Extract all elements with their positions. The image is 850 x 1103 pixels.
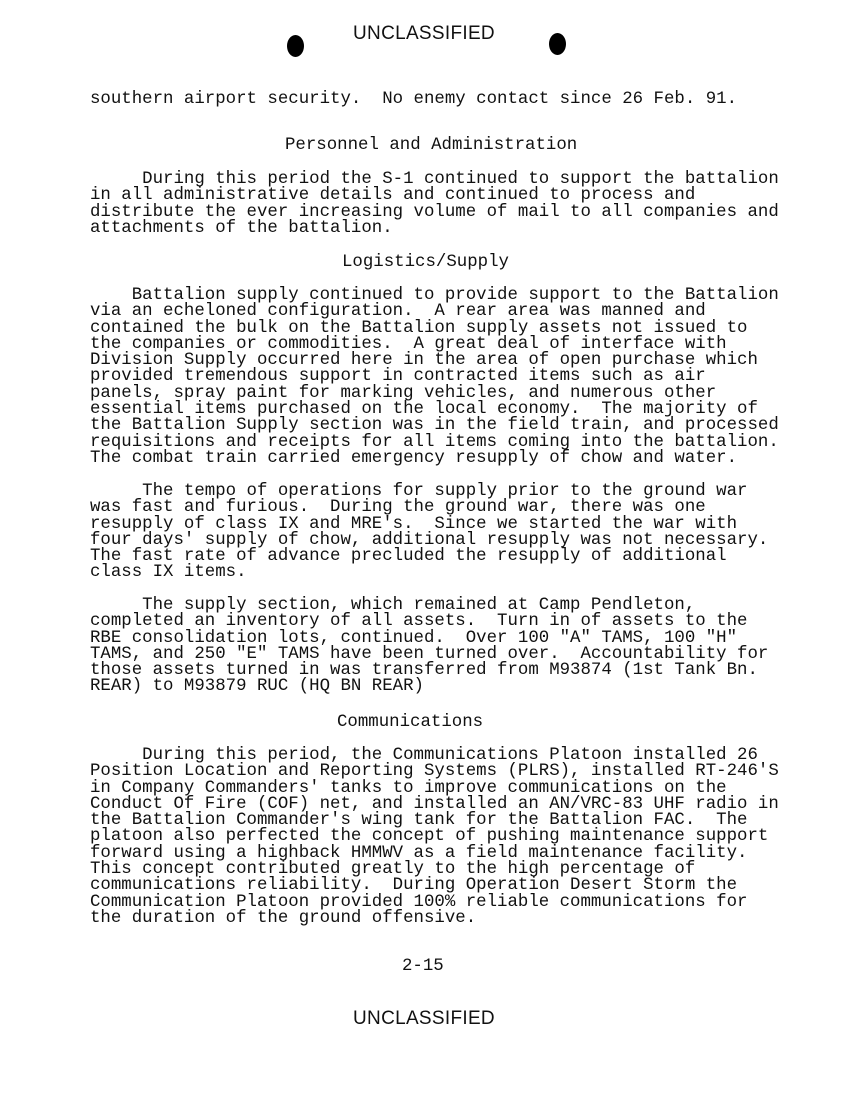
page-number: 2-15 <box>402 957 444 976</box>
classification-footer: UNCLASSIFIED <box>353 1008 495 1029</box>
text-line: REAR) to M93879 RUC (HQ BN REAR) <box>90 677 424 697</box>
text-line: The fast rate of advance precluded the resupply of additional <box>90 547 727 567</box>
text-line: Communication Platoon provided 100% reliable communications for <box>90 892 748 912</box>
text-line: the duration of the ground offensive. <box>90 908 477 928</box>
text-line: The tempo of operations for supply prior to the ground war <box>90 482 748 501</box>
text-line: those assets turned in was transferred from M93874 (1st Tank Bn. <box>90 661 758 681</box>
text-line: The combat train carried emergency resupply of chow and water. <box>90 448 738 468</box>
text-line: via an echeloned configuration. A rear area was manned and <box>90 302 706 322</box>
text-line: This concept contributed greatly to the high percentage of <box>90 860 696 880</box>
text-line: the Battalion Commander's wing tank for the Battalion FAC. The <box>90 811 748 831</box>
text-line: resupply of class IX and MRE's. Since we started the war with <box>90 514 738 534</box>
text-line: During this period the S-1 continued to support the battalion <box>90 170 779 189</box>
text-line: essential items purchased on the local economy. The majority of <box>90 400 758 420</box>
section-heading-logistics: Logistics/Supply <box>342 253 509 272</box>
paragraph-personnel-1 <box>90 172 779 237</box>
section-heading-communications: Communications <box>337 713 484 732</box>
text-line: During this period, the Communications Platoon installed 26 <box>90 746 758 765</box>
text-line: distribute the ever increasing volume of mail to all companies and <box>90 202 779 222</box>
text-line: forward using a highback HMMWV as a field maintenance facility. <box>90 843 748 863</box>
text-line: Conduct Of Fire (COF) net, and installed an AN/VRC-83 UHF radio in <box>90 794 779 814</box>
binder-hole-right <box>549 33 566 55</box>
paragraph-logistics-1 <box>90 288 779 467</box>
paragraph-logistics-3 <box>90 598 768 696</box>
paragraph-communications-1 <box>90 748 779 927</box>
text-line: The supply section, which remained at Camp Pendleton, <box>90 596 696 615</box>
text-line: RBE consolidation lots, continued. Over 100 "A" TAMS, 100 "H" <box>90 628 738 648</box>
text-line: was fast and furious. During the ground war, there was one <box>90 498 706 518</box>
text-line: attachments of the battalion. <box>90 218 393 238</box>
text-line: class IX items. <box>90 563 247 583</box>
text-line: Battalion supply continued to provide support to the Battalion <box>90 286 779 305</box>
text-line: the companies or commodities. A great deal of interface with <box>90 334 727 354</box>
classification-header: UNCLASSIFIED <box>353 23 495 44</box>
text-line: TAMS, and 250 "E" TAMS have been turned over. Accountability for <box>90 644 769 664</box>
text-line: provided tremendous support in contracted items such as air <box>90 367 706 387</box>
text-line: panels, spray paint for marking vehicles, and numerous other <box>90 383 717 403</box>
text-line: communications reliability. During Operation Desert Storm the <box>90 876 738 896</box>
text-line: the Battalion Supply section was in the field train, and processed <box>90 416 779 436</box>
section-heading-personnel: Personnel and Administration <box>285 136 578 155</box>
binder-hole-left <box>287 35 304 57</box>
text-line: in Company Commanders' tanks to improve communications on the <box>90 778 727 798</box>
text-line: Position Location and Reporting Systems (PLRS), installed RT-246'S <box>90 762 779 782</box>
text-line: platoon also perfected the concept of pushing maintenance support <box>90 827 769 847</box>
text-line: in all administrative details and continued to process and <box>90 186 696 206</box>
text-line: requisitions and receipts for all items coming into the battalion. <box>90 432 779 452</box>
text-line: Division Supply occurred here in the area of open purchase which <box>90 351 758 371</box>
paragraph-logistics-2 <box>90 484 768 582</box>
intro-line: southern airport security. No enemy contact since 26 Feb. 91. <box>90 90 738 109</box>
text-line: four days' supply of chow, additional resupply was not necessary. <box>90 530 769 550</box>
text-line: completed an inventory of all assets. Turn in of assets to the <box>90 612 748 632</box>
text-line: contained the bulk on the Battalion supply assets not issued to <box>90 318 748 338</box>
